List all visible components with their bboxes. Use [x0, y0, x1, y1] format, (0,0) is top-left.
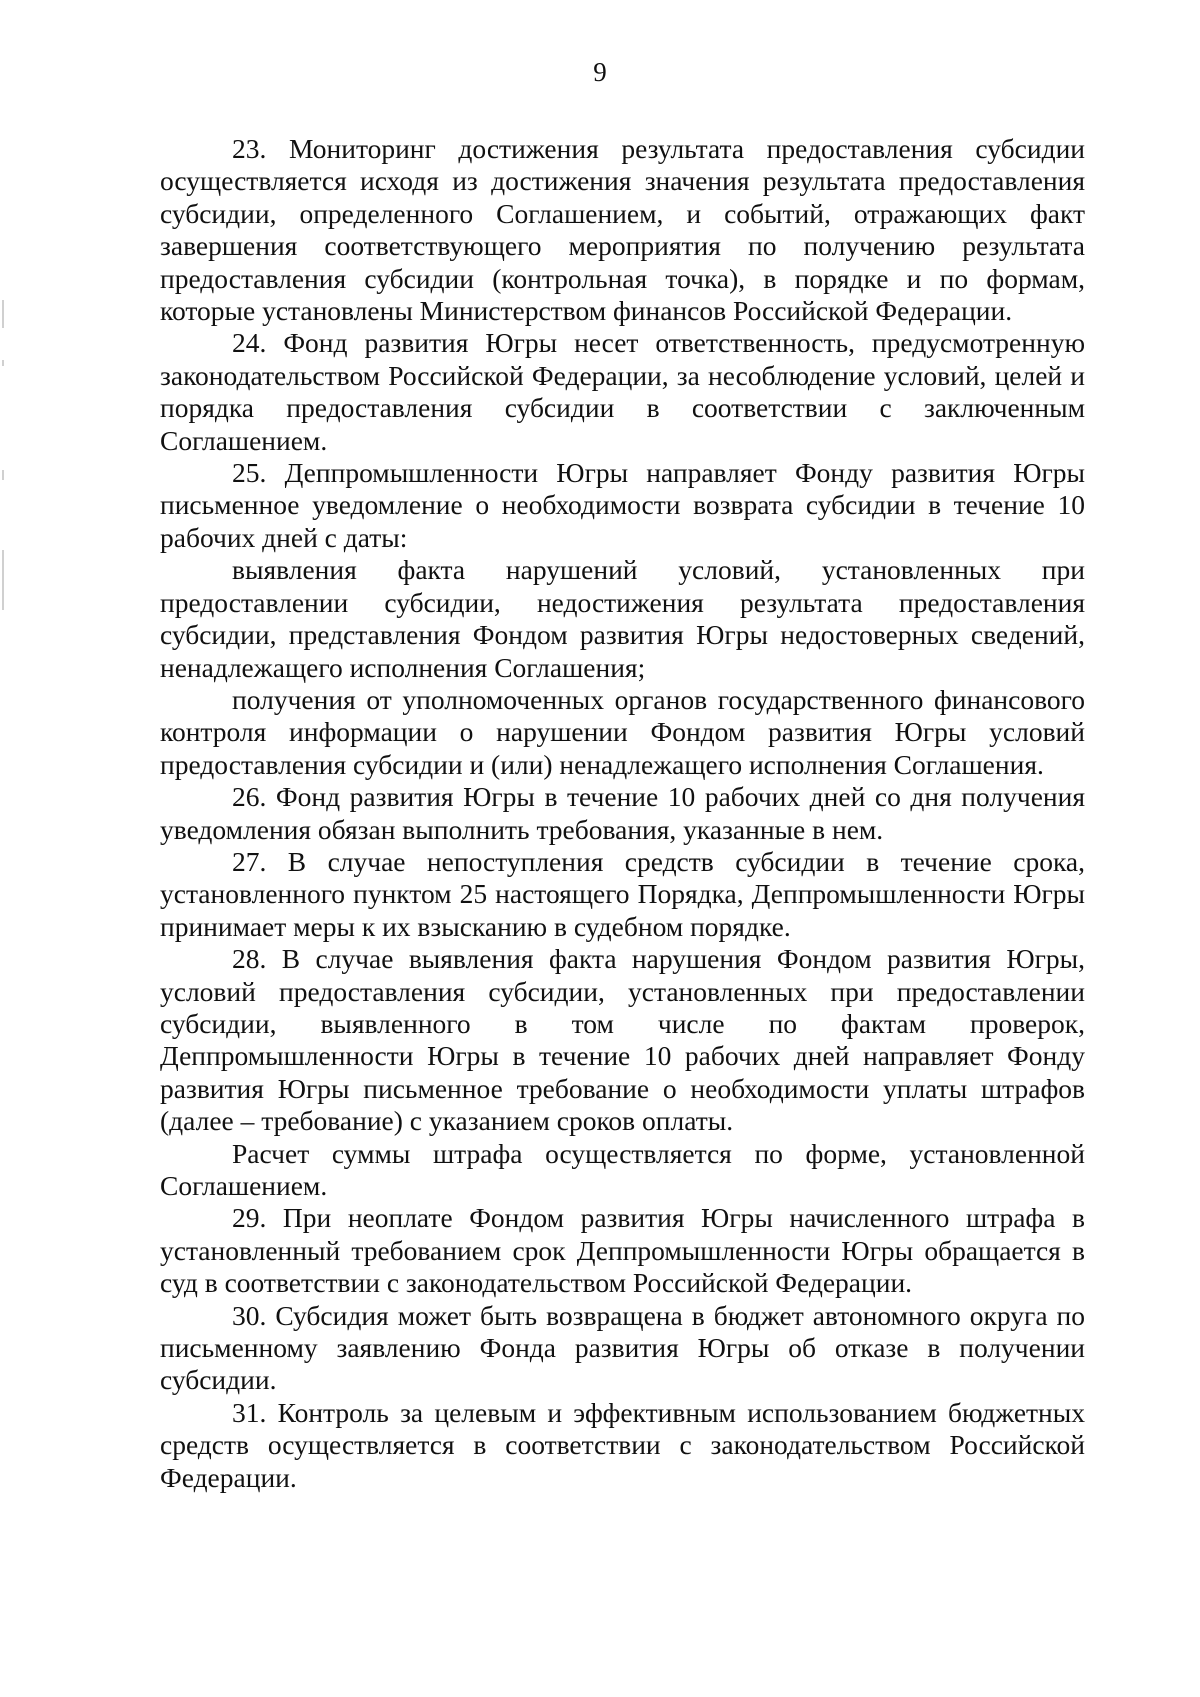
paragraph-31: 31. Контроль за целевым и эффективным использованием бюджетных средств осуществляется в соответствии с законодательством Российской Федерации.	[160, 1396, 1085, 1493]
document-body	[160, 133, 1085, 1494]
paragraph-29: 29. При неоплате Фондом развития Югры начисленного штрафа в установленный требованием срок Деппромышленности Югры обращается в суд в соответствии с законодательством Российской Федерации.	[160, 1202, 1085, 1299]
page-number: 9	[593, 57, 607, 87]
paragraph-25: 25. Деппромышленности Югры направляет Фонду развития Югры письменное уведомление о необходимости возврата субсидии в течение 10 рабочих дней с даты:	[160, 457, 1085, 553]
paragraph-26: 26. Фонд развития Югры в течение 10 рабочих дней со дня получения уведомления обязан выполнить требования, указанные в нем.	[160, 781, 1085, 845]
scan-margin-marks	[0, 300, 6, 700]
paragraph-30: 30. Субсидия может быть возвращена в бюджет автономного округа по письменному заявлению Фонда развития Югры об отказе в получении субсидии.	[160, 1299, 1085, 1396]
paragraph-24: 24. Фонд развития Югры несет ответственность, предусмотренную законодательством Российской Федерации, за несоблюдение условий, целей и порядка предоставления субсидии в соответствии с заключенным Соглашением.	[160, 327, 1085, 456]
paragraph-27: 27. В случае непоступления средств субсидии в течение срока, установленного пунктом 25 настоящего Порядка, Деппромышленности Югры принимает меры к их взысканию в судебном порядке.	[160, 845, 1085, 942]
paragraph-25-item-2: получения от уполномоченных органов государственного финансового контроля информации о нарушении Фондом развития Югры условий предоставления субсидии и (или) ненадлежащего исполнения Соглашения.	[160, 683, 1085, 780]
paragraph-25-item-1: выявления факта нарушений условий, установленных при предоставлении субсидии, недостижения результата предоставления субсидии, представления Фондом развития Югры недостоверных сведений, ненадлежащего исполнения Соглашения;	[160, 554, 1085, 683]
paragraph-28: 28. В случае выявления факта нарушения Фондом развития Югры, условий предоставления субсидии, установленных при предоставлении субсидии, выявленного в том числе по фактам проверок, Деппромышленности Югры в течение 10 рабочих дней направляет Фонду развития Югры письменное требование о необходимости уплаты штрафов (далее – требование) с указанием сроков оплаты.	[160, 943, 1085, 1137]
paragraph-28-fine-calculation: Расчет суммы штрафа осуществляется по форме, установленной Соглашением.	[160, 1137, 1085, 1201]
paragraph-23: 23. Мониторинг достижения результата предоставления субсидии осуществляется исходя из достижения значения результата предоставления субсидии, определенного Соглашением, и событий, отражающих факт завершения соответствующего мероприятия по получению результата предоставления субсидии (контрольная точка), в порядке и по формам, которые установлены Министерством финансов Российской Федерации.	[160, 133, 1085, 327]
